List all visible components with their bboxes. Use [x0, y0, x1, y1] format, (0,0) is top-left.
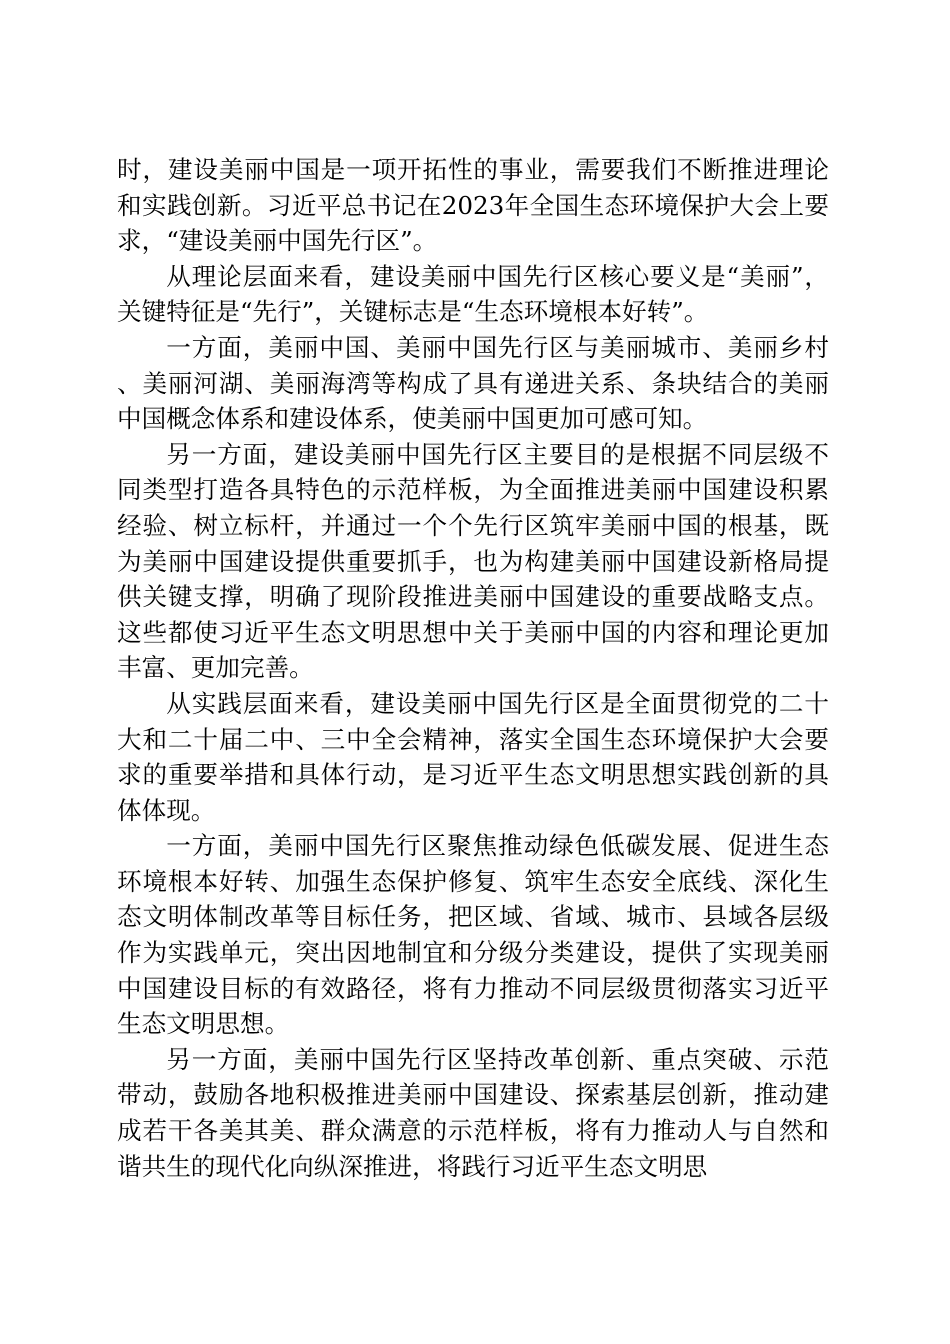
- paragraph-theory-first-aspect: 一方面，美丽中国、美丽中国先行区与美丽城市、美丽乡村、美丽河湖、美丽海湾等构成了具有递进关系、条块结合的美丽中国概念体系和建设体系，使美丽中国更加可感可知。: [117, 332, 829, 434]
- paragraph-practice-first-aspect: 一方面，美丽中国先行区聚焦推动绿色低碳发展、促进生态环境根本好转、加强生态保护修复、筑牢生态安全底线、深化生态文明体制改革等目标任务，把区域、省域、城市、县域各层级作为实践单元，突出因地制宜和分级分类建设，提供了实现美丽中国建设目标的有效路径，将有力推动不同层级贯彻落实习近平生态文明思想。: [117, 831, 829, 1039]
- paragraph-practice-second-aspect: 另一方面，美丽中国先行区坚持改革创新、重点突破、示范带动，鼓励各地积极推进美丽中国建设、探索基层创新，推动建成若干各美其美、群众满意的示范样板，将有力推动人与自然和谐共生的现代化向纵深推进，将践行习近平生态文明思: [117, 1044, 829, 1181]
- paragraph-practice-level: 从实践层面来看，建设美丽中国先行区是全面贯彻党的二十大和二十届二中、三中全会精神，落实全国生态环境保护大会要求的重要举措和具体行动，是习近平生态文明思想实践创新的具体体现。: [117, 688, 829, 825]
- paragraph-continuation: 时，建设美丽中国是一项开拓性的事业，需要我们不断推进理论和实践创新。习近平总书记在2023年全国生态环境保护大会上要求，“建设美丽中国先行区”。: [117, 155, 829, 256]
- paragraph-theory-level: 从理论层面来看，建设美丽中国先行区核心要义是“美丽”，关键特征是“先行”，关键标志是“生态环境根本好转”。: [117, 261, 829, 327]
- paragraph-theory-second-aspect: 另一方面，建设美丽中国先行区主要目的是根据不同层级不同类型打造各具特色的示范样板，为全面推进美丽中国建设积累经验、树立标杆，并通过一个个先行区筑牢美丽中国的根基，既为美丽中国建设提供重要抓手，也为构建美丽中国建设新格局提供关键支撑，明确了现阶段推进美丽中国建设的重要战略支点。这些都使习近平生态文明思想中关于美丽中国的内容和理论更加丰富、更加完善。: [117, 439, 829, 683]
- document-body: [117, 152, 829, 1184]
